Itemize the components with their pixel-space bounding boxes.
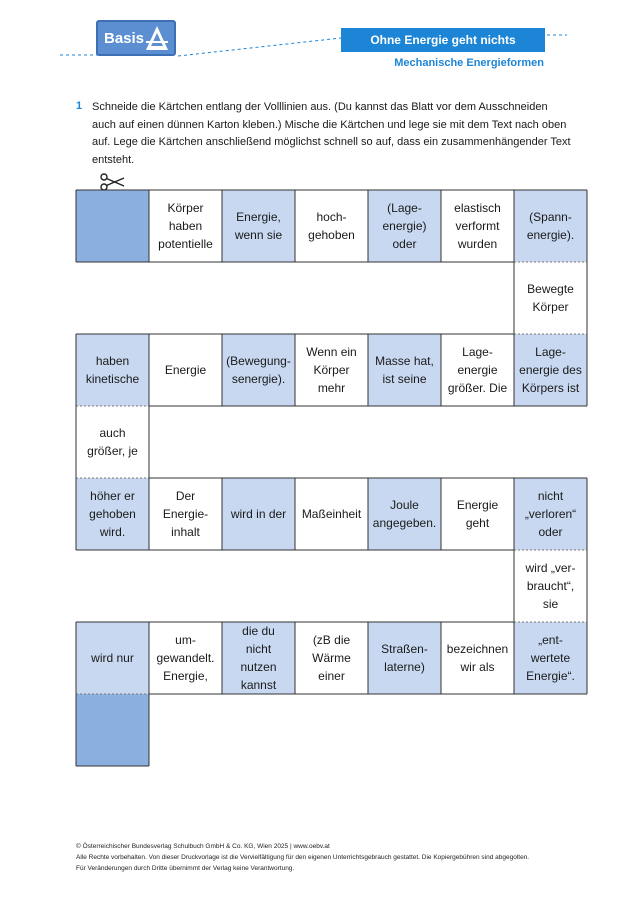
header-decor-line-left — [60, 30, 100, 60]
page-subtitle: Mechanische Energieformen — [394, 57, 544, 69]
word-card: Wenn ein Körper mehr — [295, 334, 368, 406]
word-card: um- gewandelt. Energie, — [149, 622, 222, 694]
card-grid — [76, 190, 588, 770]
page-title: Ohne Energie geht nichts — [341, 28, 545, 52]
word-card: (zB die Wärme einer — [295, 622, 368, 694]
word-card: Lage- energie des Körpers ist — [514, 334, 587, 406]
task-instruction: Schneide die Kärtchen entlang der Volllinien aus. (Du kannst das Blatt vor dem Ausschneiden auch auf einen dünnen Karton kleben.) Mische die Kärtchen und lege sie mit dem Text nach oben auf. Lege die Kärtchen anschließend möglichst schnell so auf, dass ein zusammenhängender Text entsteht. — [92, 101, 571, 166]
cut-lines — [76, 190, 588, 770]
word-card: (Lage- energie) oder — [368, 190, 441, 262]
word-card: wird „ver- braucht“, sie — [514, 550, 587, 622]
word-card: Maßeinheit — [295, 478, 368, 550]
logo-text: Basis — [104, 30, 145, 47]
word-card: Masse hat, ist seine — [368, 334, 441, 406]
word-card: (Bewegung- senergie). — [222, 334, 295, 406]
word-card: höher er gehoben wird. — [76, 478, 149, 550]
word-card: Straßen- laterne) — [368, 622, 441, 694]
word-card: haben kinetische — [76, 334, 149, 406]
word-card: Energie — [149, 334, 222, 406]
word-card: Bewegte Körper — [514, 262, 587, 334]
triangle-icon — [144, 24, 170, 52]
word-card: Energie geht — [441, 478, 514, 550]
footer-disclaimer: Für Veränderungen durch Dritte übernimmt der Verlag keine Verantwortung. — [76, 865, 295, 872]
word-card: die du nicht nutzen kannst — [222, 622, 295, 694]
word-card: nicht „verloren“ oder — [514, 478, 587, 550]
word-card: wird in der — [222, 478, 295, 550]
word-card: (Spann- energie). — [514, 190, 587, 262]
header-decor-line-mid — [178, 34, 343, 60]
word-card: Lage- energie größer. Die — [441, 334, 514, 406]
footer — [76, 841, 529, 874]
basis-logo — [96, 20, 176, 56]
word-card: auch größer, je — [76, 406, 149, 478]
word-card: bezeichnen wir als — [441, 622, 514, 694]
word-card: elastisch verformt wurden — [441, 190, 514, 262]
footer-copyright: © Österreichischer Bundesverlag Schulbuch GmbH & Co. KG, Wien 2025 | www.oebv.at — [76, 843, 330, 850]
word-card: wird nur — [76, 622, 149, 694]
scissors-icon — [100, 173, 126, 191]
word-card: Energie, wenn sie — [222, 190, 295, 262]
word-card: Körper haben potentielle — [149, 190, 222, 262]
word-card: hoch- gehoben — [295, 190, 368, 262]
footer-rights: Alle Rechte vorbehalten. Von dieser Druckvorlage ist die Vervielfältigung für den eigenen Unterrichtsgebrauch gestattet. Die Kopiergebühren sind abgegolten. — [76, 854, 530, 861]
word-card: „ent- wertete Energie“. — [514, 622, 587, 694]
word-card: Der Energie- inhalt — [149, 478, 222, 550]
header-decor-line-right — [547, 30, 569, 40]
word-card: Joule angegeben. — [368, 478, 441, 550]
task-number: 1 — [76, 100, 83, 112]
